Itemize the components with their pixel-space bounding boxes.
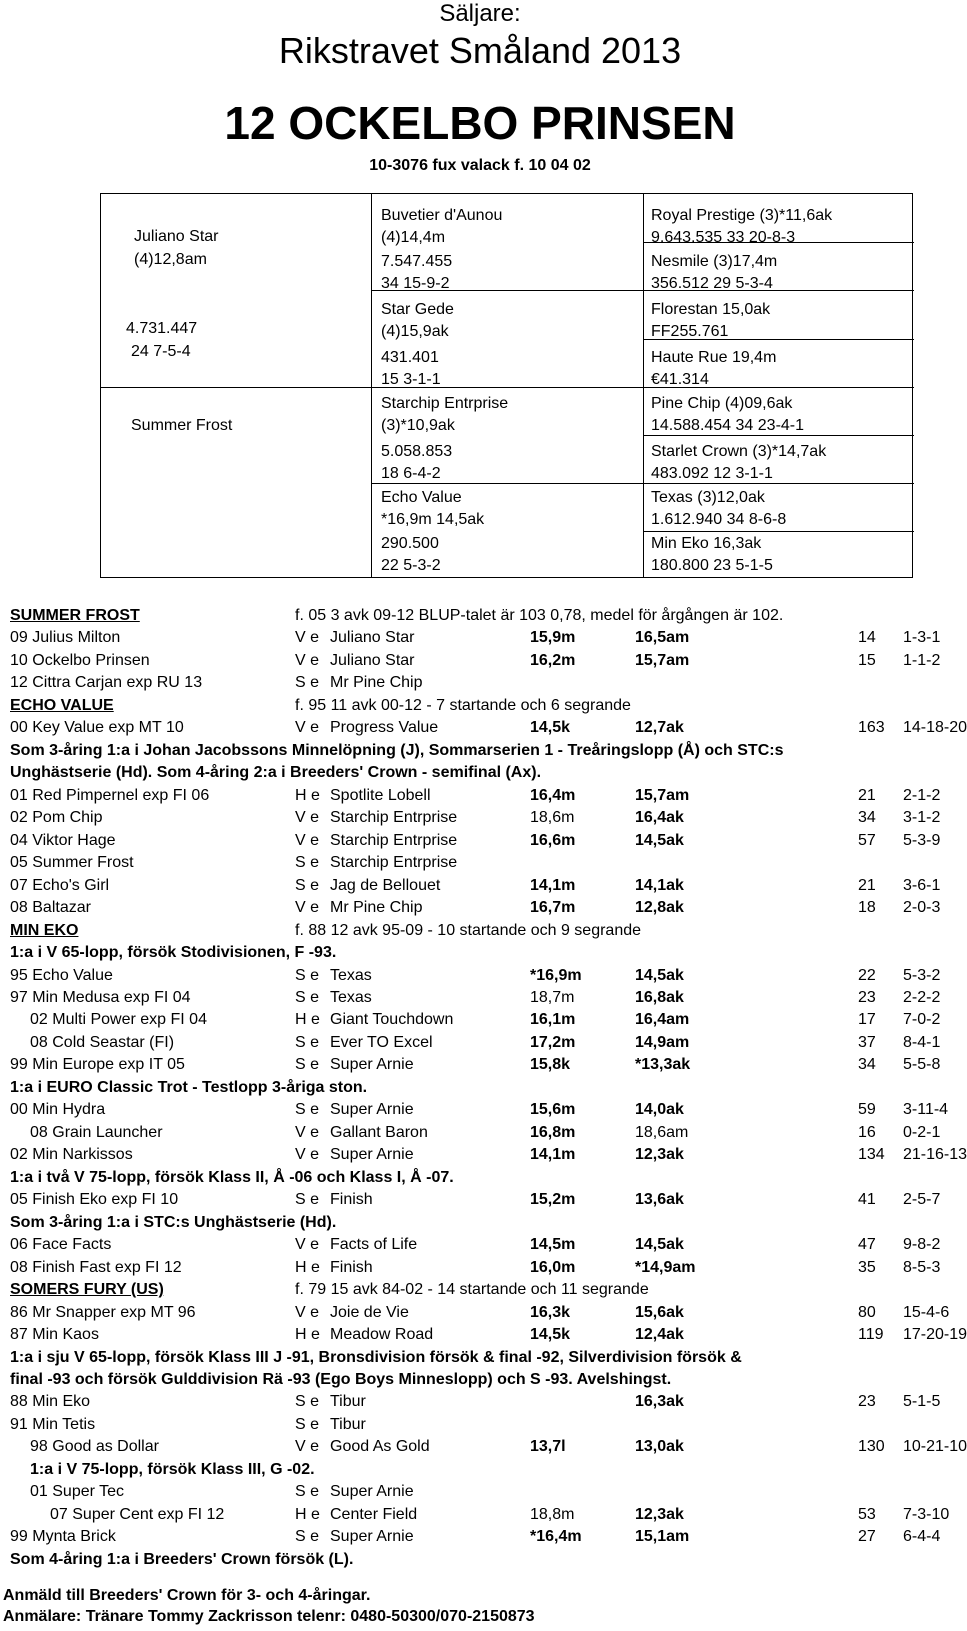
pedigree-divider: [101, 387, 371, 388]
sex-sire-label: S e: [295, 1101, 320, 1118]
offspring-name: 00 Min Hydra: [10, 1101, 106, 1118]
sex-sire-label: H e: [295, 1259, 320, 1276]
sire-record: (4)12,8am: [134, 251, 207, 268]
sire-name: Good As Gold: [330, 1438, 430, 1455]
placings: 2-0-3: [903, 899, 941, 916]
achievement-note: 1:a i EURO Classic Trot - Testlopp 3-åriga ston.: [10, 1079, 368, 1096]
sire-name: Progress Value: [330, 719, 439, 736]
sire-name: Juliano Star: [134, 228, 219, 245]
placings: 2-5-7: [903, 1191, 941, 1208]
horse-info: 10-3076 fux valack f. 10 04 02: [369, 157, 591, 174]
starts: 22: [858, 967, 876, 984]
dam-summary: f. 05 3 avk 09-12 BLUP-talet är 103 0,78, medel för årgången är 102.: [295, 607, 784, 624]
best-time: 12,7ak: [635, 719, 684, 736]
great-grandparent-stats: 356.512 29 5-3-4: [651, 275, 773, 292]
dam-summary: f. 95 11 avk 00-12 - 7 startande och 6 segrande: [295, 697, 631, 714]
best-time: 12,4ak: [635, 1326, 684, 1343]
offspring-name: 12 Cittra Carjan exp RU 13: [10, 674, 203, 691]
best-time: *14,9am: [635, 1259, 696, 1276]
best-time: 14,5ak: [635, 1236, 684, 1253]
offspring-name: 02 Multi Power exp FI 04: [30, 1011, 207, 1028]
starts: 15: [858, 652, 876, 669]
dam-name: Summer Frost: [131, 417, 233, 434]
achievement-note: final -93 och försök Gulddivision Rä -93 (Ego Boys Minneslopp) och S -93. Avelshingst.: [10, 1371, 672, 1388]
event-title: Rikstravet Småland 2013: [278, 30, 682, 71]
sex-sire-label: S e: [295, 1056, 320, 1073]
starts: 14: [858, 629, 876, 646]
achievement-note: Som 3-åring 1:a i STC:s Unghästserie (Hd).: [10, 1214, 337, 1231]
best-time: 16,3ak: [635, 1393, 684, 1410]
starts: 119: [858, 1326, 884, 1343]
record-time: 18,7m: [530, 989, 575, 1006]
sex-sire-label: V e: [295, 1438, 320, 1455]
best-time: 16,4ak: [635, 809, 684, 826]
best-time: 15,1am: [635, 1528, 690, 1545]
sex-sire-label: S e: [295, 1191, 320, 1208]
best-time: 15,7am: [635, 787, 690, 804]
best-time: 18,6am: [635, 1124, 689, 1141]
placings: 3-6-1: [903, 877, 941, 894]
great-grandparent-stats: 1.612.940 34 8-6-8: [651, 511, 787, 528]
great-grandparent-stats: 483.092 12 3-1-1: [651, 465, 773, 482]
offspring-name: 08 Cold Seastar (FI): [30, 1034, 175, 1051]
best-time: 14,0ak: [635, 1101, 684, 1118]
best-time: 12,8ak: [635, 899, 684, 916]
sire-name: Giant Touchdown: [330, 1011, 454, 1028]
dam-summary: f. 88 12 avk 95-09 - 10 startande och 9 segrande: [295, 922, 642, 939]
sire-name: Facts of Life: [330, 1236, 418, 1253]
achievement-note: Unghästserie (Hd). Som 4-åring 2:a i Breeders' Crown - semifinal (Ax).: [10, 764, 542, 781]
starts: 35: [858, 1259, 876, 1276]
sire-name: Finish: [330, 1191, 373, 1208]
starts: 23: [858, 1393, 876, 1410]
record-time: 15,6m: [530, 1101, 576, 1118]
starts: 16: [858, 1124, 876, 1141]
great-grandparent-stats: 14.588.454 34 23-4-1: [651, 417, 805, 434]
best-time: 14,1ak: [635, 877, 684, 894]
great-grandparent-name: Starlet Crown (3)*14,7ak: [651, 443, 827, 460]
placings: 9-8-2: [903, 1236, 941, 1253]
record-time: 14,5k: [530, 719, 571, 736]
great-grandparent-stats: 9.643.535 33 20-8-3: [651, 229, 796, 246]
offspring-name: 05 Finish Eko exp FI 10: [10, 1191, 179, 1208]
grandsire-2-earnings: 5.058.853: [381, 443, 453, 460]
granddam-1-stats: 15 3-1-1: [381, 371, 441, 388]
sex-sire-label: S e: [295, 1034, 320, 1051]
starts: 47: [858, 1236, 876, 1253]
sex-sire-label: V e: [295, 899, 320, 916]
offspring-name: 05 Summer Frost: [10, 854, 134, 871]
great-grandparent-stats: €41.314: [651, 371, 709, 388]
placings: 8-4-1: [903, 1034, 941, 1051]
offspring-name: 97 Min Medusa exp FI 04: [10, 989, 191, 1006]
sire-name: Juliano Star: [330, 652, 415, 669]
offspring-name: 88 Min Eko: [10, 1393, 91, 1410]
great-grandparent-stats: 180.800 23 5-1-5: [651, 557, 773, 574]
sire-name: Spotlite Lobell: [330, 787, 431, 804]
dam-name: ECHO VALUE: [10, 697, 114, 714]
offspring-name: 10 Ockelbo Prinsen: [10, 652, 150, 669]
placings: 6-4-4: [903, 1528, 941, 1545]
best-time: 15,7am: [635, 652, 690, 669]
best-time: 13,6ak: [635, 1191, 684, 1208]
offspring-name: 99 Min Europe exp IT 05: [10, 1056, 185, 1073]
offspring-name: 07 Echo's Girl: [10, 877, 110, 894]
sire-name: Jag de Bellouet: [330, 877, 441, 894]
placings: 2-2-2: [903, 989, 941, 1006]
starts: 163: [858, 719, 885, 736]
offspring-name: 06 Face Facts: [10, 1236, 112, 1253]
starts: 34: [858, 809, 876, 826]
offspring-name: 08 Baltazar: [10, 899, 91, 916]
pedigree-divider: [643, 531, 914, 532]
granddam-2-name: Echo Value: [381, 489, 462, 506]
sire-name: Super Arnie: [330, 1528, 414, 1545]
starts: 23: [858, 989, 876, 1006]
placings: 8-5-3: [903, 1259, 941, 1276]
starts: 34: [858, 1056, 876, 1073]
record-time: 15,2m: [530, 1191, 576, 1208]
dam-name: SUMMER FROST: [10, 607, 140, 624]
sire-name: Starchip Entrprise: [330, 854, 458, 871]
grandsire-2-name: Starchip Entrprise: [381, 395, 509, 412]
record-time: 16,3k: [530, 1304, 571, 1321]
dam-name: SOMERS FURY (US): [10, 1281, 164, 1298]
sex-sire-label: V e: [295, 1124, 320, 1141]
granddam-1-earnings: 431.401: [381, 349, 439, 366]
placings: 3-11-4: [903, 1101, 949, 1118]
sex-sire-label: S e: [295, 854, 320, 871]
sex-sire-label: V e: [295, 652, 320, 669]
record-time: 18,8m: [530, 1506, 575, 1523]
great-grandparent-name: Haute Rue 19,4m: [651, 349, 777, 366]
starts: 53: [858, 1506, 876, 1523]
offspring-name: 95 Echo Value: [10, 967, 113, 984]
sire-name: Tibur: [330, 1393, 366, 1410]
seller-contact: Anmälare: Tränare Tommy Zackrisson telenr: 0480-50300/070-2150873: [3, 1608, 535, 1625]
sire-name: Mr Pine Chip: [330, 899, 423, 916]
sire-name: Gallant Baron: [330, 1124, 428, 1141]
sire-name: Super Arnie: [330, 1146, 414, 1163]
record-time: 16,0m: [530, 1259, 576, 1276]
record-time: 16,8m: [530, 1124, 576, 1141]
placings: 21-16-13: [903, 1146, 967, 1163]
best-time: 16,8ak: [635, 989, 684, 1006]
best-time: 16,5am: [635, 629, 690, 646]
starts: 18: [858, 899, 876, 916]
grandsire-2-stats: 18 6-4-2: [381, 465, 441, 482]
record-time: 14,5k: [530, 1326, 571, 1343]
record-time: 15,8k: [530, 1056, 571, 1073]
sex-sire-label: H e: [295, 787, 320, 804]
offspring-name: 00 Key Value exp MT 10: [10, 719, 184, 736]
granddam-2-record: *16,9m 14,5ak: [381, 511, 485, 528]
sire-earnings: 4.731.447: [126, 320, 198, 337]
great-grandparent-stats: FF255.761: [651, 323, 729, 340]
sire-name: Finish: [330, 1259, 373, 1276]
sire-name: Mr Pine Chip: [330, 674, 423, 691]
best-time: 12,3ak: [635, 1146, 684, 1163]
starts: 27: [858, 1528, 876, 1545]
offspring-name: 04 Viktor Hage: [10, 832, 116, 849]
offspring-name: 99 Mynta Brick: [10, 1528, 116, 1545]
sire-name: Joie de Vie: [330, 1304, 409, 1321]
offspring-name: 87 Min Kaos: [10, 1326, 99, 1343]
dam-summary: f. 79 15 avk 84-02 - 14 startande och 11 segrande: [295, 1281, 649, 1298]
sex-sire-label: V e: [295, 1236, 320, 1253]
placings: 7-3-10: [903, 1506, 950, 1523]
granddam-1-name: Star Gede: [381, 301, 454, 318]
starts: 134: [858, 1146, 885, 1163]
sex-sire-label: V e: [295, 1304, 320, 1321]
sire-name: Super Arnie: [330, 1483, 414, 1500]
dam-name: MIN EKO: [10, 922, 79, 939]
starts: 21: [858, 787, 876, 804]
record-time: 17,2m: [530, 1034, 576, 1051]
sex-sire-label: V e: [295, 832, 320, 849]
achievement-note: Som 4-åring 1:a i Breeders' Crown försök (L).: [10, 1551, 354, 1568]
sex-sire-label: S e: [295, 989, 320, 1006]
achievement-note: 1:a i två V 75-lopp, försök Klass II, Å -06 och Klass I, Å -07.: [10, 1169, 454, 1186]
best-time: 14,5ak: [635, 832, 684, 849]
starts: 130: [858, 1438, 885, 1455]
sex-sire-label: H e: [295, 1326, 320, 1343]
record-time: 15,9m: [530, 629, 576, 646]
sire-name: Starchip Entrprise: [330, 809, 458, 826]
offspring-name: 01 Super Tec: [30, 1483, 124, 1500]
placings: 15-4-6: [903, 1304, 950, 1321]
starts: 17: [858, 1011, 876, 1028]
offspring-name: 02 Min Narkissos: [10, 1146, 133, 1163]
record-time: 16,6m: [530, 832, 576, 849]
sire-name: Super Arnie: [330, 1056, 414, 1073]
sex-sire-label: V e: [295, 1146, 320, 1163]
placings: 5-5-8: [903, 1056, 941, 1073]
placings: 5-1-5: [903, 1393, 941, 1410]
placings: 0-2-1: [903, 1124, 941, 1141]
best-time: *13,3ak: [635, 1056, 691, 1073]
record-time: *16,4m: [530, 1528, 582, 1545]
sex-sire-label: V e: [295, 629, 320, 646]
sire-name: Tibur: [330, 1416, 366, 1433]
placings: 2-1-2: [903, 787, 941, 804]
offspring-name: 02 Pom Chip: [10, 809, 103, 826]
best-time: 12,3ak: [635, 1506, 684, 1523]
sex-sire-label: V e: [295, 809, 320, 826]
record-time: 16,1m: [530, 1011, 576, 1028]
offspring-name: 91 Min Tetis: [10, 1416, 96, 1433]
grandsire-1-name: Buvetier d'Aunou: [381, 207, 503, 224]
starts: 41: [858, 1191, 876, 1208]
great-grandparent-name: Min Eko 16,3ak: [651, 535, 762, 552]
sex-sire-label: S e: [295, 1416, 320, 1433]
granddam-2-stats: 22 5-3-2: [381, 557, 441, 574]
grandsire-1-earnings: 7.547.455: [381, 253, 453, 270]
great-grandparent-name: Texas (3)12,0ak: [651, 489, 765, 506]
sire-name: Ever TO Excel: [330, 1034, 433, 1051]
record-time: 16,4m: [530, 787, 576, 804]
placings: 17-20-19: [903, 1326, 967, 1343]
sex-sire-label: V e: [295, 719, 320, 736]
record-time: 13,7l: [530, 1438, 566, 1455]
offspring-name: 07 Super Cent exp FI 12: [50, 1506, 225, 1523]
sire-name: Texas: [330, 967, 372, 984]
starts: 59: [858, 1101, 876, 1118]
achievement-note: 1:a i V 65-lopp, försök Stodivisionen, F -93.: [10, 944, 337, 961]
offspring-name: 09 Julius Milton: [10, 629, 121, 646]
sex-sire-label: S e: [295, 674, 320, 691]
placings: 1-3-1: [903, 629, 941, 646]
great-grandparent-name: Nesmile (3)17,4m: [651, 253, 778, 270]
offspring-name: 98 Good as Dollar: [30, 1438, 159, 1455]
record-time: 16,2m: [530, 652, 576, 669]
offspring-name: 86 Mr Snapper exp MT 96: [10, 1304, 196, 1321]
record-time: 14,1m: [530, 877, 576, 894]
placings: 1-1-2: [903, 652, 941, 669]
sire-name: Center Field: [330, 1506, 418, 1523]
achievement-note: 1:a i V 75-lopp, försök Klass III, G -02.: [30, 1461, 315, 1478]
pedigree-divider: [371, 194, 372, 577]
offspring-name: 01 Red Pimpernel exp FI 06: [10, 787, 210, 804]
sire-name: Juliano Star: [330, 629, 415, 646]
sex-sire-label: S e: [295, 877, 320, 894]
great-grandparent-name: Florestan 15,0ak: [651, 301, 771, 318]
placings: 3-1-2: [903, 809, 941, 826]
best-time: 13,0ak: [635, 1438, 684, 1455]
granddam-2-earnings: 290.500: [381, 535, 439, 552]
starts: 37: [858, 1034, 876, 1051]
great-grandparent-name: Royal Prestige (3)*11,6ak: [651, 207, 833, 224]
record-time: 16,7m: [530, 899, 576, 916]
starts: 80: [858, 1304, 876, 1321]
best-time: 15,6ak: [635, 1304, 684, 1321]
record-time: 18,6m: [530, 809, 575, 826]
sire-name: Starchip Entrprise: [330, 832, 458, 849]
sire-stats: 24 7-5-4: [131, 343, 191, 360]
best-time: 14,9am: [635, 1034, 690, 1051]
sex-sire-label: S e: [295, 967, 320, 984]
starts: 21: [858, 877, 876, 894]
sex-sire-label: S e: [295, 1393, 320, 1410]
placings: 10-21-10: [903, 1438, 967, 1455]
placings: 5-3-9: [903, 832, 941, 849]
grandsire-2-record: (3)*10,9ak: [381, 417, 455, 434]
sex-sire-label: S e: [295, 1483, 320, 1500]
achievement-note: Som 3-åring 1:a i Johan Jacobssons Minnelöpning (J), Sommarserien 1 - Treåringslopp (Å) och STC:s: [10, 742, 784, 759]
sire-name: Super Arnie: [330, 1101, 414, 1118]
horse-title: 12 OCKELBO PRINSEN: [224, 97, 736, 149]
breeders-crown-entry: Anmäld till Breeders' Crown för 3- och 4-åringar.: [3, 1587, 371, 1604]
placings: 5-3-2: [903, 967, 941, 984]
record-time: 14,5m: [530, 1236, 576, 1253]
record-time: 14,1m: [530, 1146, 576, 1163]
great-grandparent-name: Pine Chip (4)09,6ak: [651, 395, 793, 412]
sire-name: Texas: [330, 989, 372, 1006]
pedigree-divider: [643, 194, 644, 577]
offspring-name: 08 Grain Launcher: [30, 1124, 163, 1141]
grandsire-1-record: (4)14,4m: [381, 229, 446, 246]
best-time: 16,4am: [635, 1011, 690, 1028]
sire-name: Meadow Road: [330, 1326, 434, 1343]
achievement-note: 1:a i sju V 65-lopp, försök Klass III J -91, Bronsdivision försök & final -92, Silverdivision försök &: [10, 1349, 742, 1366]
record-time: *16,9m: [530, 967, 582, 984]
placings: 14-18-20: [903, 719, 967, 736]
sex-sire-label: H e: [295, 1011, 320, 1028]
starts: 57: [858, 832, 876, 849]
sex-sire-label: H e: [295, 1506, 320, 1523]
offspring-name: 08 Finish Fast exp FI 12: [10, 1259, 182, 1276]
seller-label: Säljare:: [439, 0, 521, 27]
pedigree-table: [100, 193, 913, 578]
grandsire-1-stats: 34 15-9-2: [381, 275, 450, 292]
best-time: 14,5ak: [635, 967, 684, 984]
placings: 7-0-2: [903, 1011, 941, 1028]
sex-sire-label: S e: [295, 1528, 320, 1545]
granddam-1-record: (4)15,9ak: [381, 323, 449, 340]
